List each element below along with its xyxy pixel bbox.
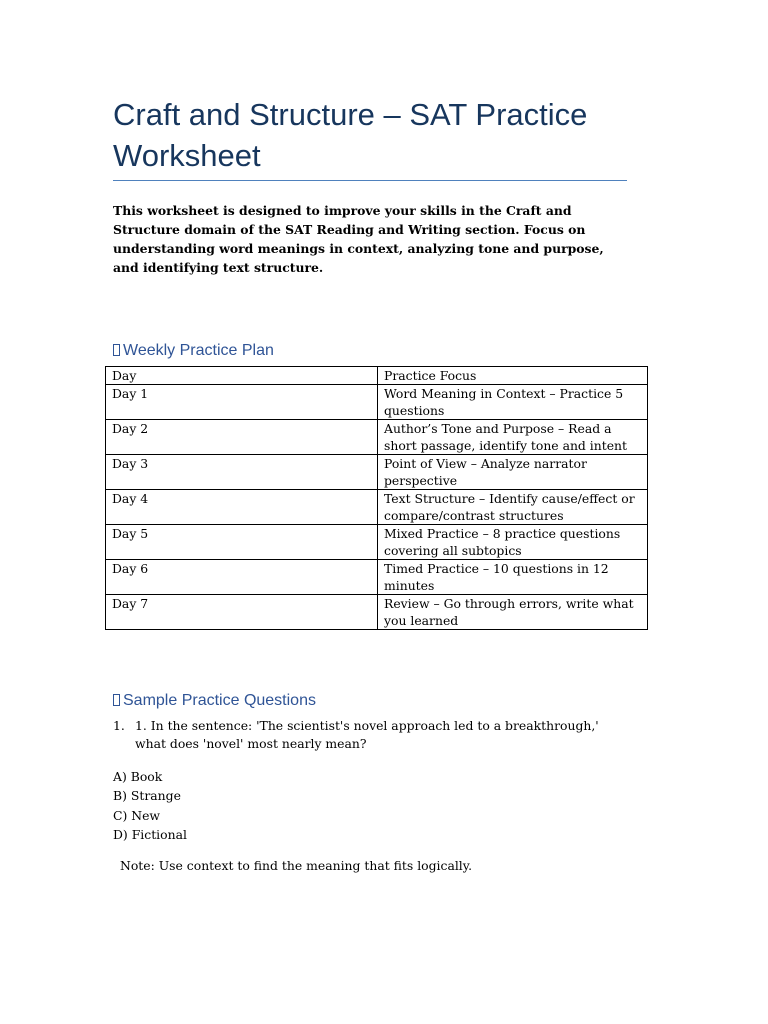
answer-options bbox=[113, 767, 187, 845]
weekly-plan-heading-text: Weekly Practice Plan bbox=[123, 342, 274, 359]
page-title: Craft and Structure – SAT Practice Worksheet bbox=[113, 97, 588, 173]
table-cell-day: Day 4 bbox=[106, 490, 378, 525]
answer-option-c: C) New bbox=[113, 807, 161, 823]
table-cell-day: Day 3 bbox=[106, 455, 378, 490]
table-cell-focus: Review – Go through errors, write what you learned bbox=[378, 595, 648, 630]
weekly-plan-table bbox=[105, 366, 648, 630]
table-cell-focus: Timed Practice – 10 questions in 12 minutes bbox=[378, 560, 648, 595]
table-cell-focus: Text Structure – Identify cause/effect or compare/contrast structures bbox=[378, 490, 648, 525]
question-note: Note: Use context to find the meaning that fits logically. bbox=[120, 858, 473, 873]
sample-questions-heading-text: Sample Practice Questions bbox=[123, 692, 316, 709]
table-cell-focus: Mixed Practice – 8 practice questions covering all subtopics bbox=[378, 525, 648, 560]
table-header-day: Day bbox=[106, 367, 378, 385]
table-cell-day: Day 5 bbox=[106, 525, 378, 560]
table-row bbox=[106, 560, 648, 595]
answer-option-d: D) Fictional bbox=[113, 827, 187, 843]
table-row bbox=[106, 525, 648, 560]
table-cell-day: Day 7 bbox=[106, 595, 378, 630]
title-underline bbox=[113, 180, 627, 181]
weekly-plan-heading bbox=[113, 342, 274, 360]
table-row bbox=[106, 490, 648, 525]
table-cell-focus: Word Meaning in Context – Practice 5 questions bbox=[378, 385, 648, 420]
table-row bbox=[106, 595, 648, 630]
sample-questions-heading bbox=[113, 692, 316, 710]
intro-paragraph: This worksheet is designed to improve your skills in the Craft and Structure domain of the SAT Reading and Writing section. Focus on understanding word meanings in context, analyzing tone and purpose, and identifying text structure. bbox=[113, 203, 604, 275]
question-number: 1. bbox=[113, 718, 125, 733]
question-item bbox=[113, 717, 633, 753]
table-row bbox=[106, 420, 648, 455]
question-text: 1. In the sentence: 'The scientist's novel approach led to a breakthrough,' what does 'novel' most nearly mean? bbox=[135, 718, 599, 751]
missing-glyph-icon bbox=[113, 344, 120, 356]
table-cell-focus: Point of View – Analyze narrator perspective bbox=[378, 455, 648, 490]
table-cell-focus: Author’s Tone and Purpose – Read a short passage, identify tone and intent bbox=[378, 420, 648, 455]
missing-glyph-icon bbox=[113, 694, 120, 706]
answer-option-b: B) Strange bbox=[113, 788, 181, 804]
table-row bbox=[106, 455, 648, 490]
table-header-focus: Practice Focus bbox=[378, 367, 648, 385]
table-cell-day: Day 2 bbox=[106, 420, 378, 455]
table-header-row bbox=[106, 367, 648, 385]
table-row bbox=[106, 385, 648, 420]
table-cell-day: Day 1 bbox=[106, 385, 378, 420]
answer-option-a: A) Book bbox=[113, 769, 163, 784]
table-cell-day: Day 6 bbox=[106, 560, 378, 595]
